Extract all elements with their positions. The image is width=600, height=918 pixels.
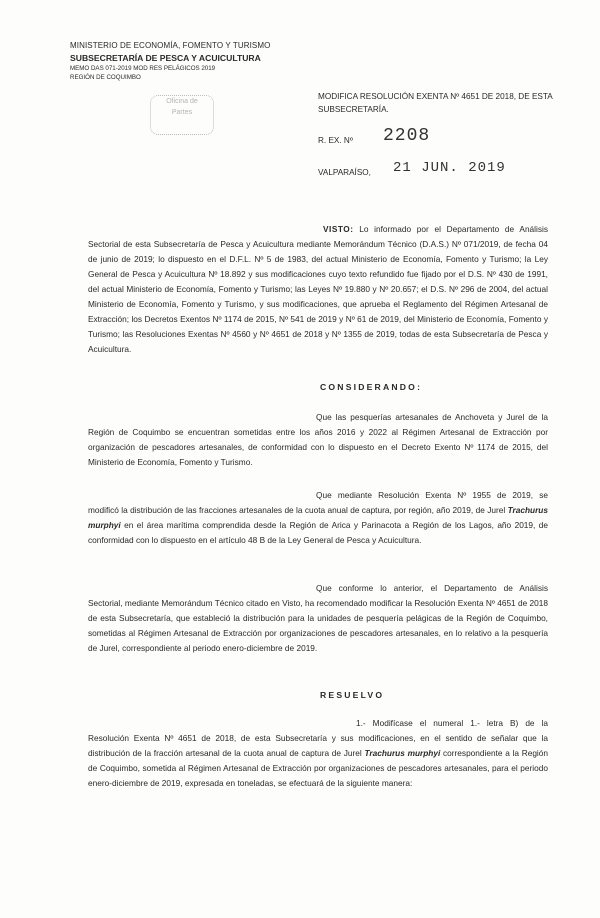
visto-lead: VISTO: xyxy=(323,224,354,234)
memo-reference: MEMO DAS 071-2019 MOD RES PELÁGICOS 2019 xyxy=(70,65,216,72)
resuelvo-text-1a: 1.- Modifícase el numeral 1.- letra B) de la Resolución Exenta Nº 4651 de 2018, de esta Subsecretaría y sus modificaciones, en el sentido de señalar que la distribución de la fracción artesanal de la cuota anual de captura de Jurel xyxy=(88,718,548,758)
rex-label: R. EX. Nº xyxy=(318,136,353,145)
resolution-title: MODIFICA RESOLUCIÓN EXENTA Nº 4651 DE 2018, DE ESTA SUBSECRETARÍA. xyxy=(318,92,553,114)
office-stamp xyxy=(150,95,214,135)
resuelvo-paragraph-1 xyxy=(88,716,548,791)
resuelvo-species-name: Trachurus murphyi xyxy=(364,748,441,758)
considerando-title: CONSIDERANDO: xyxy=(320,382,423,392)
considerando-paragraph-2 xyxy=(88,488,548,548)
stamp-line-2: Partes xyxy=(171,109,193,116)
region-name: REGIÓN DE COQUIMBO xyxy=(70,74,141,81)
considerando-text-1: Que las pesquerías artesanales de Anchoveta y Jurel de la Región de Coquimbo se encuentran sometidas entre los años 2016 y 2022 al Régimen Artesanal de Extracción por organización de pescadores artesanales, de conformidad con lo dispuesto en el Decreto Exento Nº 1174 de 2015, del Ministerio de Economía, Fomento y Turismo. xyxy=(88,412,548,467)
considerando-paragraph-3 xyxy=(88,581,548,656)
considerando-paragraph-1 xyxy=(88,410,548,470)
resolution-date: 21 JUN. 2019 xyxy=(393,160,506,176)
species-name: Trachurus murphyi xyxy=(88,505,548,530)
place-label: VALPARAÍSO, xyxy=(318,168,371,177)
ministry-name: MINISTERIO DE ECONOMÍA, FOMENTO Y TURISMO xyxy=(70,41,271,50)
considerando-text-3: Que conforme lo anterior, el Departamento de Análisis Sectorial, mediante Memorándum Técnico citado en Visto, ha recomendado modificar la Resolución Exenta Nº 4651 de 2018 de esta Subsecretaría, que estableció la distribución para la unidades de pesquería pelágicas de la Región de Coquimbo, sometidas al Régimen Artesanal de Extracción por organizaciones de pescadores artesanales, en lo relativo a la pesquería de Jurel, correspondiente al periodo enero-diciembre de 2019. xyxy=(88,583,548,653)
subsecretaria-name: SUBSECRETARÍA DE PESCA Y ACUICULTURA xyxy=(70,53,261,63)
visto-text: Lo informado por el Departamento de Análisis Sectorial de esta Subsecretaría de Pesca y Acuicultura mediante Memorándum Técnico (D.A.S.) Nº 071/2019, de fecha 04 de junio de 2019; lo dispuesto en el D.F.L. Nº 5 de 1983, del actual Ministerio de Economía, Fomento y Turismo; la Ley General de Pesca y Acuicultura Nº 18.892 y sus modificaciones cuyo texto refundido fue fijado por el D.S. Nº 430 de 1991, del actual Ministerio de Economía, Fomento y Turismo; las Leyes Nº 19.880 y Nº 20.657; el D.S. Nº 296 de 2004, del actual Ministerio de Economía, Fomento y Turismo, y sus modificaciones, que aprueba el Reglamento del Régimen Artesanal de Extracción; los Decretos Exentos Nº 1174 de 2015, Nº 541 de 2019 y Nº 61 de 2019, del Ministerio de Economía, Fomento y Turismo; las Resoluciones Exentas Nº 4560 y Nº 4651 de 2018 y Nº 1355 de 2019, todas de esta Subsecretaría de Pesca y Acuicultura. xyxy=(88,224,548,354)
stamp-line-1: Oficina de xyxy=(166,98,198,105)
considerando-text-2a: Que mediante Resolución Exenta Nº 1955 de 2019, se modificó la distribución de las fracciones artesanales de la cuota anual de captura, por región, año 2019, de Jurel xyxy=(88,490,548,515)
resuelvo-text-1b: correspondiente a la Región de Coquimbo, sometida al Régimen Artesanal de Extracción por organizaciones de pescadores artesanales, para el periodo enero-diciembre de 2019, expresada en toneladas, se efectuará de la siguiente manera: xyxy=(88,748,548,788)
letterhead xyxy=(70,40,310,82)
rex-number: 2208 xyxy=(383,126,431,146)
resuelvo-title: RESUELVO xyxy=(320,690,385,700)
considerando-text-2b: en el área marítima comprendida desde la Región de Arica y Parinacota a Región de los Lagos, año 2019, de conformidad con lo dispuesto en el artículo 48 B de la Ley General de Pesca y Acuicultura. xyxy=(88,520,548,545)
visto-paragraph xyxy=(88,222,548,357)
